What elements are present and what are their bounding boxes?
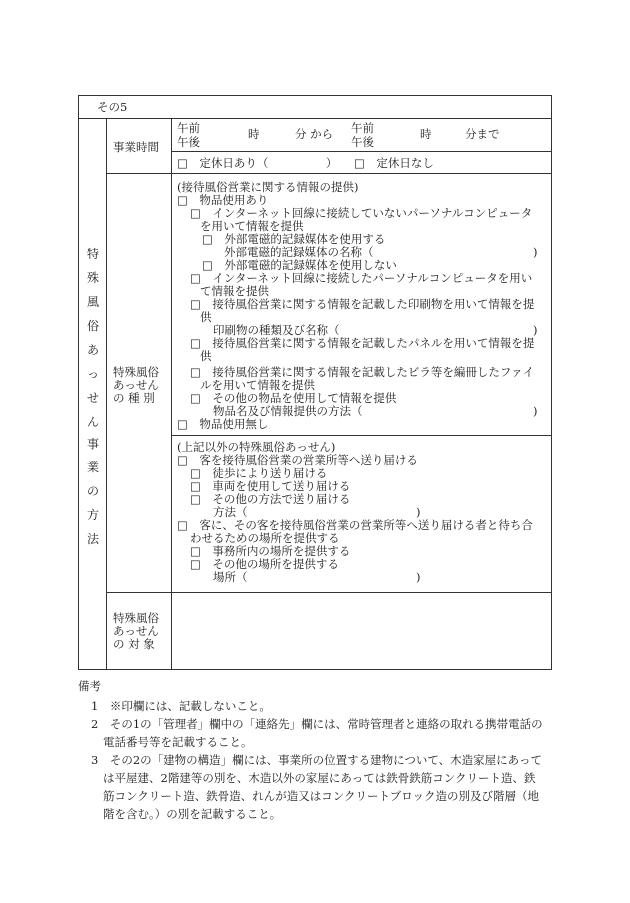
type-line[interactable]: □ 接待風俗営業に関する情報を記載した印刷物を用いて情報を提 <box>190 297 535 311</box>
hour-label-2: 時 <box>420 127 432 141</box>
type-line: 外部電磁的記録媒体の名称（ <box>224 245 374 259</box>
type-line: (接待風俗営業に関する情報の提供) <box>177 180 359 194</box>
type-line: ルを用いて情報を提供 <box>200 378 315 392</box>
method-label-char: 特 <box>87 247 100 261</box>
other-line: 場所（ <box>213 570 248 584</box>
note-line: 3 その2の「建物の構造」欄には、事業所の位置する建物について、木造家屋にあって <box>91 753 543 767</box>
close-paren: ) <box>533 404 538 418</box>
note-line: 1 ※印欄には、記載しないこと。 <box>91 699 271 713</box>
method-label-char: 風 <box>87 295 100 309</box>
other-line[interactable]: □ 客に、その客を接待風俗営業の営業所等へ送り届ける者と待ち合 <box>177 518 533 532</box>
type-label-line: の 種 別 <box>113 391 155 405</box>
rule-col1 <box>106 118 107 670</box>
method-label-char: 俗 <box>87 319 100 333</box>
close-paren: ) <box>533 323 538 337</box>
type-line: 供 <box>200 349 212 363</box>
rule-type-split <box>171 435 552 436</box>
other-line[interactable]: □ その他の場所を提供する <box>190 557 339 571</box>
note-line: は平屋建、2階建等の別を、木造以外の家屋にあっては鉄骨鉄筋コンクリート造、鉄 <box>103 771 536 785</box>
other-line[interactable]: □ 客を接待風俗営業の営業所等へ送り届ける <box>177 453 418 467</box>
am-label-1: 午前 <box>177 121 200 135</box>
section-label: その5 <box>97 100 128 114</box>
method-label-char: せ <box>87 391 100 405</box>
type-label-line: 特殊風俗 <box>113 365 159 379</box>
type-line: 物品名及び情報提供の方法（ <box>213 404 363 418</box>
other-line[interactable]: □ 徒歩により送り届ける <box>190 466 328 480</box>
other-line[interactable]: □ 事務所内の場所を提供する <box>190 544 351 558</box>
minute-from-label: 分 から <box>295 127 334 141</box>
method-label-char: っ <box>87 367 100 381</box>
other-line: 方法（ <box>213 505 248 519</box>
hour-label-1: 時 <box>248 127 260 141</box>
rule-hours-bottom <box>106 173 552 174</box>
type-line[interactable]: □ 接待風俗営業に関する情報を記載したパネルを用いて情報を提 <box>190 336 535 350</box>
business-hours-label: 事業時間 <box>113 140 159 154</box>
note-line: 2 その1の「管理者」欄中の「連絡先」欄には、常時管理者と連絡の取れる携帯電話の <box>91 717 543 731</box>
type-line[interactable]: □ 外部電磁的記録媒体を使用する <box>202 232 386 246</box>
rule-col2 <box>171 118 172 670</box>
holiday-yes-checkbox[interactable]: □ 定休日あり（ ） <box>177 156 338 170</box>
target-label-line: あっせん <box>113 624 159 638</box>
method-label-char: 法 <box>87 532 100 546</box>
method-label-char: 殊 <box>87 271 100 285</box>
type-line[interactable]: □ 物品使用あり <box>177 193 269 207</box>
method-label-char: あ <box>87 343 100 357</box>
method-label-char: 方 <box>87 508 100 522</box>
method-label-char: 業 <box>87 460 100 474</box>
notes-heading: 備考 <box>78 679 101 693</box>
close-paren: ) <box>533 245 538 259</box>
close-paren: ) <box>416 505 421 519</box>
type-line[interactable]: □ インターネット回線に接続したパーソナルコンピュータを用い <box>190 271 533 285</box>
type-line: を用いて情報を提供 <box>200 219 304 233</box>
type-line[interactable]: □ インターネット回線に接続していないパーソナルコンピュータ <box>190 206 533 220</box>
target-label-line: 特殊風俗 <box>113 611 159 625</box>
type-line: 供 <box>200 310 212 324</box>
type-line[interactable]: □ その他の物品を使用して情報を提供 <box>190 391 397 405</box>
note-line: 階を含む。）の別を記載すること。 <box>103 807 282 821</box>
rule-type-bottom <box>106 592 552 593</box>
type-line[interactable]: □ 物品使用無し <box>177 417 269 431</box>
rule-header-bottom <box>78 118 552 119</box>
type-label-line: あっせん <box>113 378 159 392</box>
other-line[interactable]: □ その他の方法で送り届ける <box>190 492 351 506</box>
other-line: (上記以外の特殊風俗あっせん) <box>177 440 336 454</box>
other-line[interactable]: □ 車両を使用して送り届ける <box>190 479 351 493</box>
other-line: わせるための場所を提供する <box>190 531 340 545</box>
rule-hours-mid <box>171 151 552 152</box>
type-line: 印刷物の種類及び名称（ <box>213 323 340 337</box>
type-line[interactable]: □ 外部電磁的記録媒体を使用しない <box>202 258 397 272</box>
minute-until-label: 分まで <box>465 127 500 141</box>
note-line: 筋コンクリート造、鉄骨造、れんが造又はコンクリートブロック造の別及び階層（地 <box>103 789 539 803</box>
pm-label-1: 午後 <box>177 135 200 149</box>
target-label-line: の 対 象 <box>113 637 155 651</box>
method-label-char: ん <box>87 415 100 429</box>
type-line[interactable]: □ 接待風俗営業に関する情報を記載したビラ等を編冊したファイ <box>190 365 535 379</box>
holiday-no-checkbox[interactable]: □ 定休日なし <box>354 156 434 170</box>
close-paren: ) <box>416 570 421 584</box>
method-label-char: 事 <box>87 437 100 451</box>
note-line: 電話番号等を記載すること。 <box>103 735 253 749</box>
am-label-2: 午前 <box>351 121 374 135</box>
pm-label-2: 午後 <box>351 135 374 149</box>
method-label-char: の <box>87 484 100 498</box>
type-line: て情報を提供 <box>200 284 269 298</box>
